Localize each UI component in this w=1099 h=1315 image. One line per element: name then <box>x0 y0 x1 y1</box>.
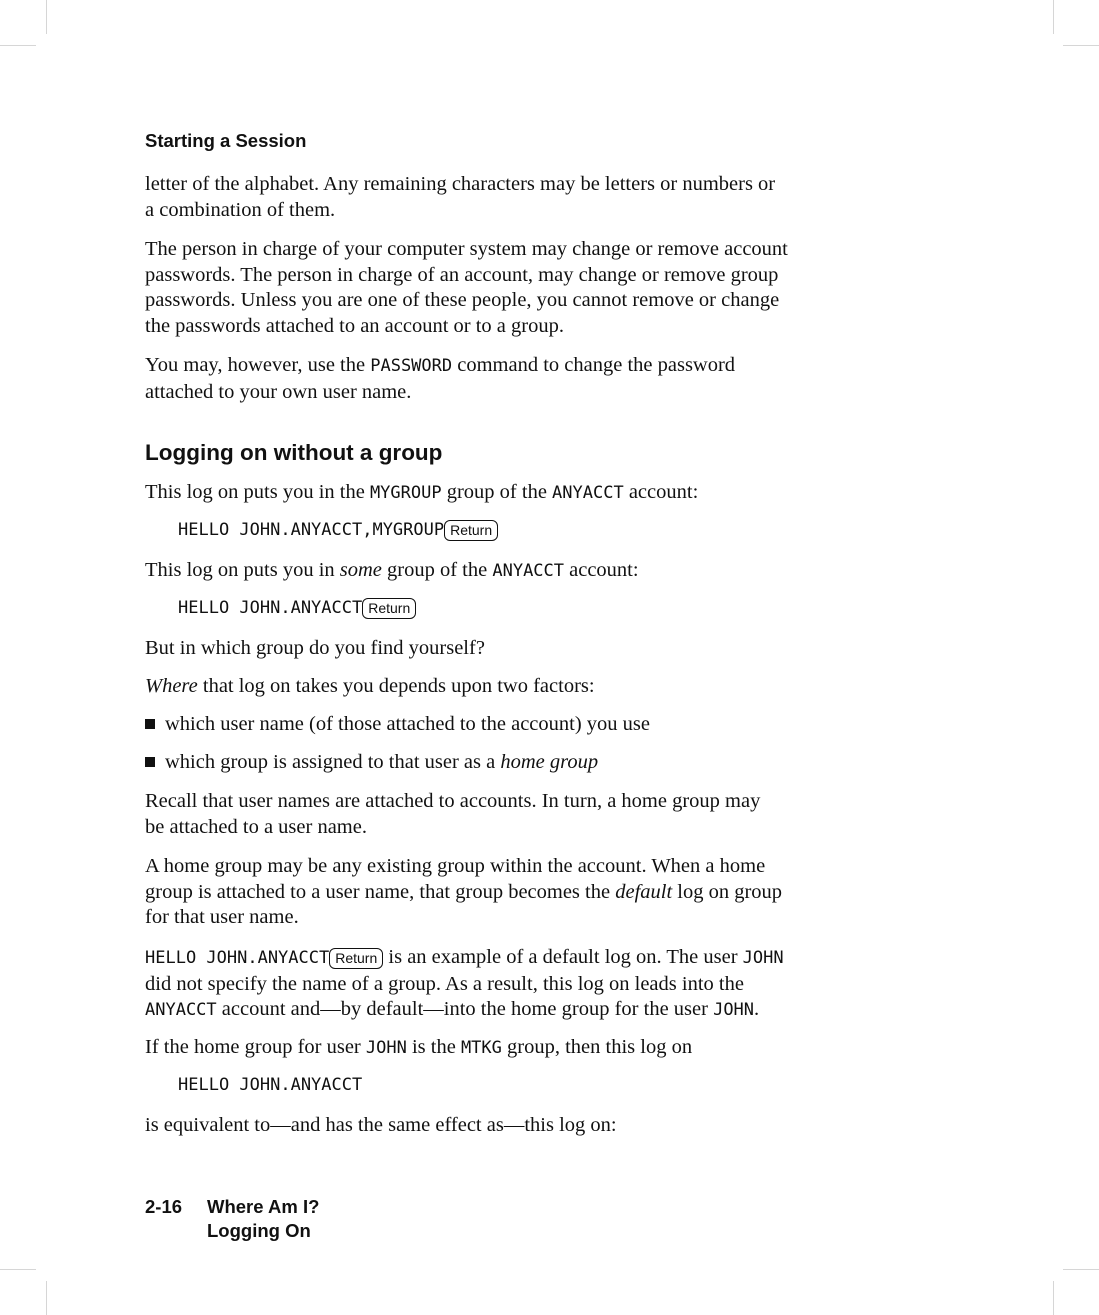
text-run: This log on puts you in <box>145 559 340 581</box>
code-password: PASSWORD <box>370 356 453 376</box>
text-line: passwords. The person in charge of an account, may change or remove group <box>145 263 779 286</box>
footer-page-number: 2-16 <box>145 1196 183 1217</box>
crop-mark-bottom-left-h <box>0 1269 36 1270</box>
text-line: a combination of them. <box>145 198 336 221</box>
paragraph-question: But in which group do you find yourself? <box>145 637 485 659</box>
code-mygroup: MYGROUP <box>369 483 442 503</box>
crop-mark-bottom-left-v <box>46 1281 47 1315</box>
emphasis-where: Where <box>145 675 198 697</box>
text-run: which user name (of those attached to the account) you use <box>165 713 650 735</box>
text-line: The person in charge of your computer system may change or remove account <box>145 238 788 260</box>
paragraph-recall <box>145 789 915 840</box>
text-line: letter of the alphabet. Any remaining characters may be letters or numbers or <box>145 173 776 195</box>
text-run: group is attached to a user name, that group becomes the <box>145 880 616 903</box>
crop-mark-top-right-h <box>1063 45 1099 46</box>
crop-mark-bottom-right-v <box>1053 1281 1054 1315</box>
paragraph-mtkg <box>145 1035 915 1062</box>
paragraph-equivalent: is equivalent to—and has the same effect as—this log on: <box>145 1114 617 1136</box>
text-line: passwords. Unless you are one of these people, you cannot remove or change <box>145 289 780 312</box>
command-text: HELLO JOHN.ANYACCT <box>178 1075 363 1095</box>
paragraph-passwords <box>145 237 915 340</box>
text-run: is an example of a default log on. The user <box>383 946 743 968</box>
paragraph-password-command <box>145 353 915 405</box>
paragraph-alphabet <box>145 172 915 223</box>
text-run: log on group <box>672 880 783 903</box>
text-line <box>145 353 915 380</box>
text-run: is the <box>406 1036 461 1058</box>
text-run: command to change the password <box>452 354 736 376</box>
crop-mark-top-left-h <box>0 45 36 46</box>
text-line: be attached to a user name. <box>145 815 367 838</box>
text-run: account and—by default—into the home group for the user <box>216 998 714 1021</box>
emphasis-home-group: home group <box>500 751 599 773</box>
section-heading: Logging on without a group <box>145 440 443 465</box>
text-run: group of the <box>441 481 553 503</box>
text-run: This log on puts you in the <box>145 481 370 503</box>
text-run: account: <box>623 481 699 503</box>
code-john: JOHN <box>365 1038 407 1058</box>
code-anyacct: ANYACCT <box>552 483 624 503</box>
emphasis-some: some <box>339 559 382 581</box>
footer-chapter: Where Am I? <box>207 1196 320 1217</box>
text-line: attached to your own user name. <box>145 380 412 403</box>
paragraph-some-group <box>145 558 915 585</box>
running-head: Starting a Session <box>145 130 307 151</box>
text-line: for that user name. <box>145 906 299 929</box>
command-line-3 <box>178 1075 362 1095</box>
command-line-2 <box>178 598 416 619</box>
text-line: the passwords attached to an account or to a group. <box>145 315 564 338</box>
text-line <box>145 880 915 906</box>
text-line <box>145 945 915 972</box>
text-run: that log on takes you depends upon two factors: <box>197 675 595 697</box>
code-john: JOHN <box>713 1000 755 1021</box>
paragraph-mygroup <box>145 480 915 507</box>
text-run: group of the <box>381 559 493 581</box>
bullet-item-1 <box>145 712 915 738</box>
text-run: which group is assigned to that user as a <box>165 751 501 773</box>
code-anyacct: ANYACCT <box>145 1000 217 1021</box>
command-text: HELLO JOHN.ANYACCT <box>178 598 363 618</box>
return-key: Return <box>444 520 498 541</box>
footer-section: Logging On <box>207 1220 311 1241</box>
paragraph-home-group <box>145 854 915 931</box>
bullet-item-2 <box>145 750 915 776</box>
return-key: Return <box>362 598 416 619</box>
code-john: JOHN <box>742 948 784 968</box>
paragraph-default-logon <box>145 945 915 1024</box>
text-run: You may, however, use the <box>145 354 371 376</box>
text-line: did not specify the name of a group. As a result, this log on leads into the <box>145 972 744 995</box>
text-line <box>145 997 915 1024</box>
text-line: Recall that user names are attached to accounts. In turn, a home group may <box>145 790 761 812</box>
text-run: group, then this log on <box>501 1036 693 1058</box>
paragraph-where <box>145 674 915 700</box>
text-run: . <box>754 998 760 1021</box>
crop-mark-bottom-right-h <box>1063 1269 1099 1270</box>
command-line-1 <box>178 520 498 541</box>
return-key: Return <box>329 948 383 969</box>
text-run: If the home group for user <box>145 1036 366 1058</box>
emphasis-default: default <box>615 880 673 903</box>
bullet-icon <box>145 719 155 729</box>
command-text: HELLO JOHN.ANYACCT,MYGROUP <box>178 520 445 540</box>
code-hello: HELLO JOHN.ANYACCT <box>145 948 330 968</box>
crop-mark-top-left-v <box>46 0 47 34</box>
text-line: A home group may be any existing group within the account. When a home <box>145 855 766 877</box>
crop-mark-top-right-v <box>1053 0 1054 34</box>
text-run: account: <box>564 559 639 581</box>
code-anyacct: ANYACCT <box>492 561 565 581</box>
code-mtkg: MTKG <box>460 1038 502 1058</box>
bullet-icon <box>145 757 155 767</box>
